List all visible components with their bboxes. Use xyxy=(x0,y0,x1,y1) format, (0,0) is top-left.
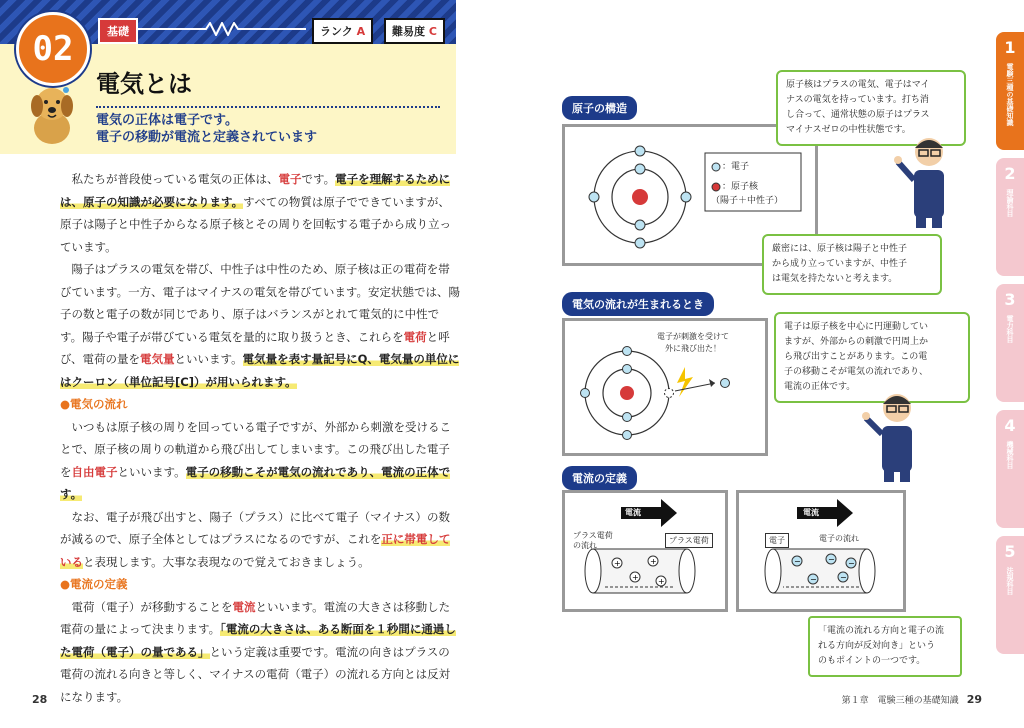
teacher-character-icon xyxy=(860,388,930,484)
plus-flow-label xyxy=(573,531,613,551)
bubble-line: 厳密には、原子核は陽子と中性子 xyxy=(772,244,908,254)
electron-flow-diagram-icon xyxy=(739,493,903,609)
tab-number: 1 xyxy=(1004,38,1016,57)
point-note xyxy=(808,616,962,677)
current-arrow-label: 電流 xyxy=(625,508,641,517)
section-number: 02 xyxy=(16,12,90,86)
paragraph xyxy=(60,506,460,574)
note-line: 「電流の流れる方向と電子の流 xyxy=(818,626,945,636)
tab-title: 理論科目 xyxy=(1006,189,1014,217)
difficulty-value: C xyxy=(428,25,437,38)
legend-nucleus-sub: （陽子＋中性子） xyxy=(711,196,784,206)
subtitle-line: 電気の正体は電子です。 xyxy=(96,113,238,128)
bubble-line: 電流の正体です。 xyxy=(784,382,856,392)
svg-text:+: + xyxy=(658,577,665,586)
flow-caption xyxy=(657,331,729,355)
tab-number: 3 xyxy=(1004,290,1016,309)
legend-nucleus: ：原子核 xyxy=(722,182,759,192)
bubble-line: 電子は原子核を中心に円運動してい xyxy=(784,322,929,332)
text: いつもは原子核の周りを回っている電子ですが、外部から刺激を受けることで、原子核の周りの軌道から飛び出してしまいます。この飛び出した電子を xyxy=(60,419,451,479)
bubble-line: 子の移動こそが電気の流れであり、 xyxy=(784,367,929,377)
tab-number: 2 xyxy=(1004,164,1016,183)
text: といいます。 xyxy=(117,464,186,479)
chapter-tab-1[interactable] xyxy=(996,32,1024,150)
highlight: 「電流の大きさは、ある断面を１秒間に通過した電荷（電子）の量である」 xyxy=(60,622,456,659)
text: です。 xyxy=(301,172,336,186)
svg-text:+: + xyxy=(632,573,639,582)
subtitle-line: 電子の移動が電流と定義されています xyxy=(96,130,318,145)
figure-label-atom: 原子の構造 xyxy=(562,96,637,120)
rank-label: ランク xyxy=(320,25,353,38)
section-heading: ●電流の定義 xyxy=(60,577,128,591)
title-divider xyxy=(96,106,440,108)
text: といいます。 xyxy=(174,352,243,366)
keyword: 自由電子 xyxy=(71,464,118,479)
chapter-tab-4[interactable] xyxy=(996,410,1024,528)
page-subtitle xyxy=(96,112,317,146)
chapter-tab-2[interactable] xyxy=(996,158,1024,276)
svg-text:−: − xyxy=(810,575,817,584)
text: 陽子はプラスの電気を帯び、中性子は中性のため、原子核は正の電荷を帯びています。一方、電子はマイナスの電気を帯びています。安定状態では、陽子の数と電子の数が同じであり、原子はバランスがとれて電気的に中性です。陽子や電子が帯びている電気を量的に取り扱うとき、これらを xyxy=(60,262,460,344)
page-footer xyxy=(842,693,982,706)
paragraph xyxy=(60,596,460,709)
svg-text:−: − xyxy=(794,557,801,566)
electron-box: 電子 xyxy=(765,533,789,548)
text: と呼び、電荷の量を xyxy=(60,329,450,366)
caption-line: 外に飛び出た！ xyxy=(665,344,721,353)
highlight: 電子を理解するためには、原子の知識が必要になります。 xyxy=(60,172,451,209)
bubble-line: ら飛び出すことがあります。この電 xyxy=(784,352,928,362)
bubble-line: は電気を持たないと考えます。 xyxy=(772,274,898,284)
figure-label-current: 電流の定義 xyxy=(562,466,637,490)
tab-title: 法規科目 xyxy=(1006,567,1014,595)
figure-label-flow: 電気の流れが生まれるとき xyxy=(562,292,714,316)
label-line: の流れ xyxy=(573,541,597,550)
bubble-line: マイナスゼロの中性状態です。 xyxy=(786,125,911,135)
paragraph xyxy=(60,168,460,258)
keyword: 電子 xyxy=(278,172,302,186)
chapter-tab-5[interactable] xyxy=(996,536,1024,654)
footer-chapter: 第１章 電験三種の基礎知識 xyxy=(841,696,959,706)
text: なお、電子が飛び出すと、陽子（プラス）に比べて電子（マイナス）の数が減るので、原子全体としてはプラスになるのですが、これを xyxy=(60,509,450,546)
label-line: プラス電荷 xyxy=(573,531,613,540)
current-electron-panel xyxy=(736,490,906,612)
section-heading: ●電気の流れ xyxy=(60,397,128,411)
text: といいます。電流の大きさは移動した電荷の量によって決まります。 xyxy=(60,599,451,636)
tag-basic: 基礎 xyxy=(98,18,138,44)
paragraph xyxy=(60,258,460,393)
text: 電荷（電子）が移動することを xyxy=(71,599,233,614)
speech-bubble xyxy=(762,234,942,295)
right-page xyxy=(512,0,1024,728)
bubble-line: から成り立っていますが、中性子 xyxy=(772,259,908,269)
svg-text:+: + xyxy=(650,557,657,566)
resistor-wire-icon xyxy=(136,22,306,36)
caption-line: 電子が刺激を受けて xyxy=(657,332,729,341)
text: という定義は重要です。電流の向きはプラスの電荷の流れる向きと等しく、マイナスの電荷（電子）の流れる方向とは反対になります。 xyxy=(60,644,451,704)
keyword: 正に帯電している xyxy=(60,532,451,569)
text: と表現します。大事な表現なので覚えておきましょう。 xyxy=(83,554,370,569)
highlight: 電気量を表す量記号にQ、電気量の単位にはクーロン（単位記号[C]）が用いられます。 xyxy=(60,352,460,389)
tab-number: 4 xyxy=(1004,416,1016,435)
dog-mascot-icon xyxy=(24,82,80,146)
bubble-line: ますが、外部からの刺激で円周上か xyxy=(784,337,929,347)
body-text xyxy=(60,168,460,708)
paragraph xyxy=(60,416,460,506)
bubble-line: ナスの電気を持っています。打ち消 xyxy=(786,95,929,105)
difficulty-badge xyxy=(384,18,445,44)
tab-title: 電力科目 xyxy=(1006,315,1014,343)
teacher-character-icon xyxy=(892,130,962,230)
tab-title: 機械科目 xyxy=(1006,441,1014,469)
bubble-line: し合って、通常状態の原子はプラス xyxy=(786,110,930,120)
legend-electron: ：電子 xyxy=(722,162,750,172)
bubble-line: 原子核はプラスの電気、電子はマイ xyxy=(786,80,930,90)
keyword: 電荷 xyxy=(403,329,427,344)
chapter-tab-3[interactable] xyxy=(996,284,1024,402)
current-arrow-label: 電流 xyxy=(803,508,819,517)
flow-panel xyxy=(562,318,768,456)
page-title: 電気とは xyxy=(96,70,192,98)
difficulty-label: 難易度 xyxy=(392,25,425,38)
note-line: れる方向が反対向き」という xyxy=(818,641,936,651)
current-plus-panel xyxy=(562,490,728,612)
plus-charge-box: プラス電荷 xyxy=(665,533,713,548)
text: すべての物質は原子でできていますが、原子は陽子と中性子からなる原子核とその周りを回転する電子から成り立っています。 xyxy=(60,194,451,254)
rank-badge xyxy=(312,18,373,44)
svg-text:−: − xyxy=(828,555,835,564)
svg-text:−: − xyxy=(840,573,847,582)
electron-flow-label: 電子の流れ xyxy=(819,534,859,543)
highlight: 電子の移動こそが電気の流れであり、電流の正体です。 xyxy=(60,464,451,501)
left-page-number: 28 xyxy=(32,693,48,706)
note-line: のもポイントの一つです。 xyxy=(818,656,926,666)
keyword: 電気量 xyxy=(140,352,175,366)
plus-charge-flow-diagram-icon xyxy=(565,493,725,609)
svg-text:+: + xyxy=(614,559,621,568)
tab-number: 5 xyxy=(1004,542,1016,561)
tab-title: 電験三種の基礎知識 xyxy=(1006,63,1014,126)
keyword: 電流 xyxy=(232,599,256,614)
right-page-number: 29 xyxy=(966,693,982,706)
text: 私たちが普段使っている電気の正体は、 xyxy=(71,172,279,186)
svg-text:−: − xyxy=(848,559,855,568)
rank-value: A xyxy=(356,25,366,38)
